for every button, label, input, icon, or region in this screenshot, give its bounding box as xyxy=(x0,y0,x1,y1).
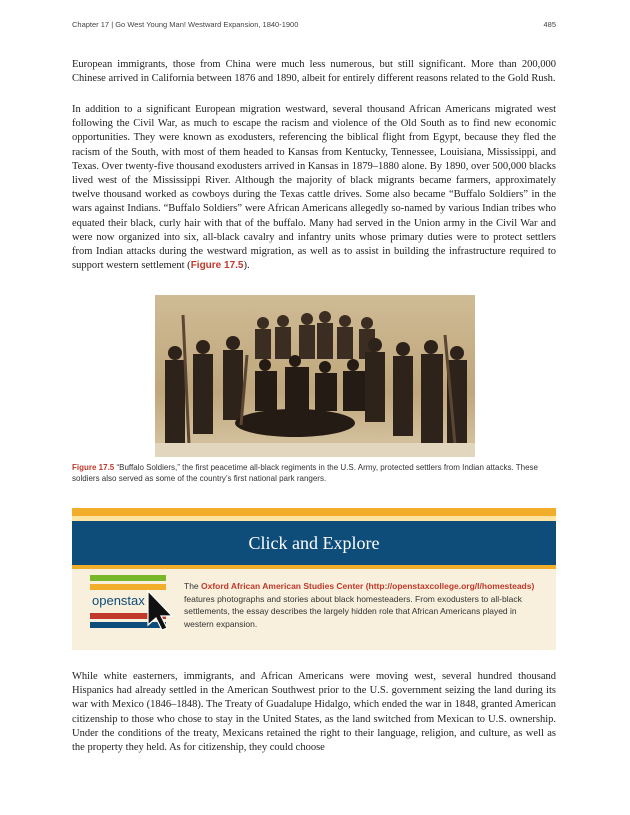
explore-description xyxy=(184,580,544,630)
paragraph-exodusters-text: In addition to a significant European migration westward, several thousand African Americans migrated west following the Civil War, as much to escape the racism and violence of the Old South as to find new economic opportunities. They were known as exodusters, referencing the biblical flight from Egypt, because they fled the racism of the South, with most of them headed to Kansas from Kentucky, Tennessee, Louisiana, Mississippi, and Texas. Over twenty-five thousand exodusters arrived in Kansas in 1879–1880 alone. By 1890, over 500,000 blacks lived west of the Mississippi River. Although the majority of black migrants became farmers, approximately twelve thousand worked as cowboys during the Texas cattle drives. Some also became “Buffalo Soldiers” in the wars against Indians. “Buffalo Soldiers” were African Americans allegedly so-named by various Indian tribes who equated their black, curly hair with that of the buffalo. Many had served in the Union army in the Civil War and were now organized into six, all-black cavalry and infantry units whose primary duties were to protect settlers from Indian attacks during the westward migration, as well as to assist in building the infrastructure required to support western settlement ( xyxy=(72,104,556,272)
running-header xyxy=(72,20,556,29)
click-and-explore-box xyxy=(72,508,556,650)
paragraph-chinese-immigrants: European immigrants, those from China were much less numerous, but still significant. More than 200,000 Chinese arrived in California between 1876 and 1890, albeit for entirely different reasons related to the Gold Rush. xyxy=(72,59,556,85)
figure-label: Figure 17.5 xyxy=(72,463,115,472)
explore-desc-text: features photographs and stories about black homesteaders. From exodusters to all-black settlements, the essay describes the largely hidden role that African Americans played in western expansion. xyxy=(184,593,522,629)
photo-illustration xyxy=(155,295,475,457)
openstax-logo-icon xyxy=(90,575,186,631)
explore-top-bar xyxy=(72,508,556,516)
figure-caption-text: “Buffalo Soldiers,” the first peacetime all-black regiments in the U.S. Army, protected settlers from Indian attacks. These soldiers also served as some of the country’s first national park rangers. xyxy=(72,463,538,483)
chapter-title: Chapter 17 | Go West Young Man! Westward Expansion, 1840-1900 xyxy=(72,20,299,29)
paragraph-hispanics: While white easterners, immigrants, and African Americans were moving west, several hundred thousand Hispanics had already settled in the American Southwest prior to the U.S. government seizing the land during its war with Mexico (1846–1848). The Treaty of Guadalupe Hidalgo, which ended the war in 1848, granted American citizenship to those who chose to stay in the United States, as the land switched from Mexican to U.S. ownership. Under the conditions of the treaty, Mexicans retained the right to their language, religion, and culture, as well as the property they held. As for citizenship, they could choose xyxy=(72,671,556,754)
explore-title-bar xyxy=(72,521,556,569)
logo-text: openstax xyxy=(92,593,145,608)
page-number: 485 xyxy=(543,20,556,29)
figure-caption xyxy=(72,462,552,484)
paragraph-exodusters xyxy=(72,103,556,273)
explore-title: Click and Explore xyxy=(248,533,380,553)
paragraph-close: ). xyxy=(243,260,250,272)
buffalo-soldiers-photo xyxy=(155,295,475,457)
explore-intro: The xyxy=(184,581,202,591)
oxford-studies-center-link[interactable]: Oxford African American Studies Center (http://openstaxcollege.org/l/homesteads) xyxy=(201,581,535,591)
figure-17-5-link[interactable]: Figure 17.5 xyxy=(190,260,244,272)
